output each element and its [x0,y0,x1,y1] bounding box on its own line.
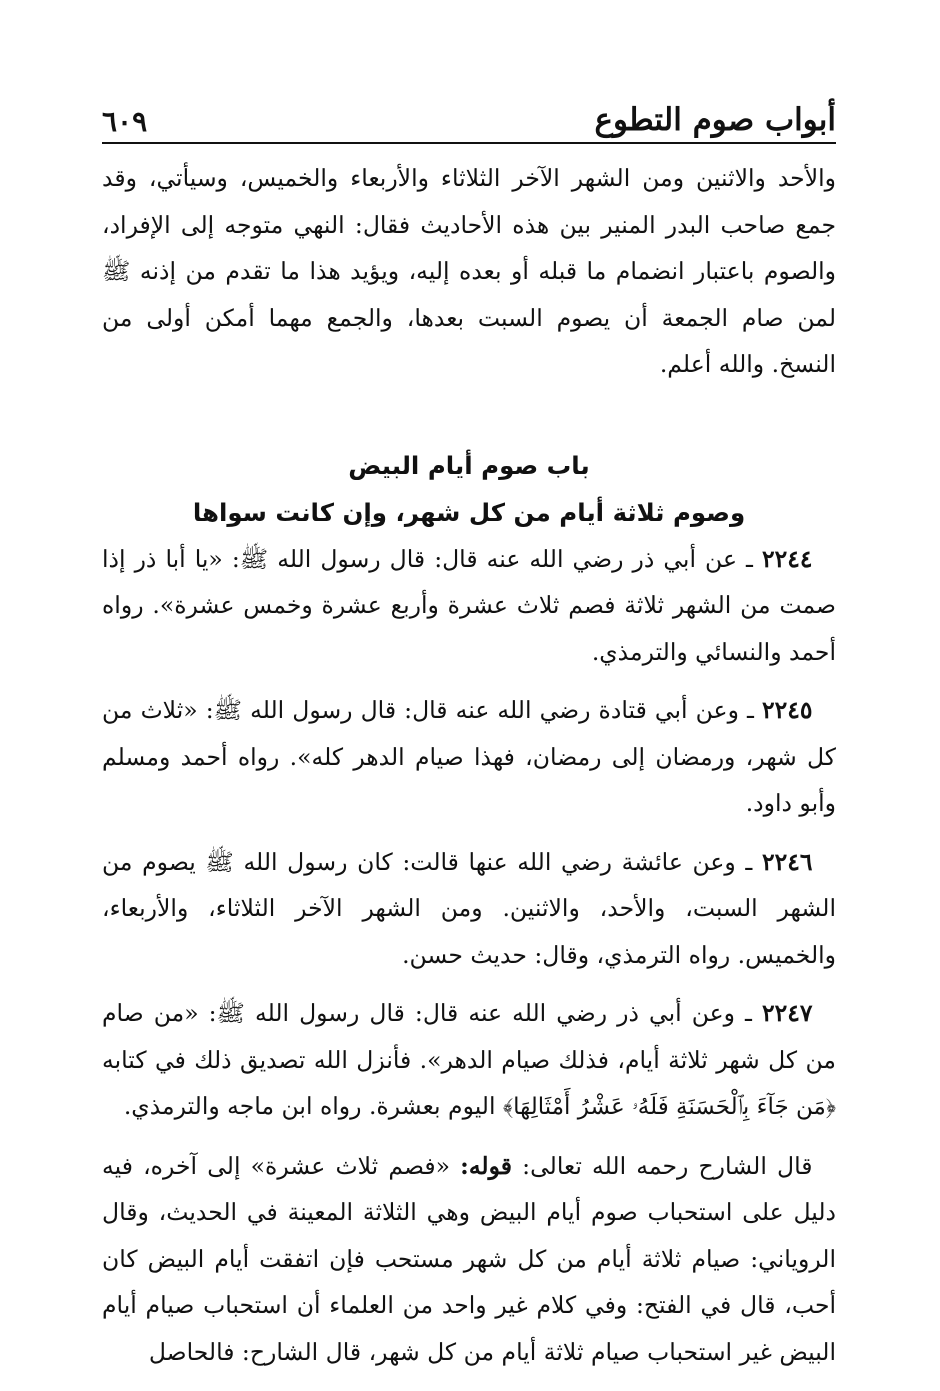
hadith-number: ٢٢٤٤ [761,544,813,573]
quran-verse: ﴿مَن جَآءَ بِٱلْحَسَنَةِ فَلَهُۥ عَشْرُ أَمْثَالِهَا﴾ [502,1094,836,1120]
running-title: أبواب صوم التطوع [594,102,836,138]
page-header [102,86,836,136]
commentary-lead: قوله: [460,1151,512,1180]
hadith-2245 [102,687,836,827]
hadith-text: ـ وعن أبي ذر رضي الله عنه قال: قال رسول الله ﷺ: «من صام من كل شهر ثلاثة أيام، فذلك صيام الدهر». فأنزل الله تصديق ذلك في كتابه [102,999,836,1074]
hadith-2244 [102,536,836,676]
hadith-2247 [102,990,836,1131]
hadith-text: ـ عن أبي ذر رضي الله عنه قال: قال رسول الله ﷺ: «يا أبا ذر إذا صمت من الشهر ثلاثة فصم ثلاث عشرة وأربع عشرة وخمس عشرة». رواه أحمد والنسائي والترمذي. [102,544,836,666]
page-body [102,155,836,1375]
chapter-title: باب صوم أيام البيض [348,450,590,480]
hadith-text-end: اليوم بعشرة. رواه ابن ماجه والترمذي. [123,1092,496,1120]
commentary-text: «فصم ثلاث عشرة» إلى آخره، فيه دليل على استحباب صوم أيام البيض وهي الثلاثة المعينة في الحديث، وقال الروياني: صيام ثلاثة أيام من كل شهر مستحب فإن اتفقت أيام البيض كان أحب، قال في الفتح: وفي كلام غير واحد من العلماء أن استحباب صيام أيام البيض غير استحباب صيام ثلاثة أيام من كل شهر، قال الشارح: فالحاصل [102,1151,836,1366]
hadith-2246 [102,839,836,979]
commentary-paragraph [102,1143,836,1376]
hadith-text: ـ وعن عائشة رضي الله عنها قالت: كان رسول الله ﷺ يصوم من الشهر السبت، والأحد، والاثنين. ومن الشهر الآخر الثلاثاء، والأربعاء، والخميس. رواه الترمذي، وقال: حديث حسن. [102,847,836,969]
intro-paragraph: والأحد والاثنين ومن الشهر الآخر الثلاثاء والأربعاء والخميس، وسيأتي، وقد جمع صاحب البدر المنير بين هذه الأحاديث فقال: النهي متوجه إلى الإفراد، والصوم باعتبار انضمام ما قبله أو بعده إليه، ويؤيد هذا ما تقدم من إذنه ﷺ لمن صام الجمعة أن يصوم السبت بعدها، والجمع مهما أمكن أولى من النسخ. والله أعلم. [102,164,836,378]
header-divider [102,142,836,144]
commentary-intro: قال الشارح رحمه الله تعالى: [522,1151,813,1180]
hadith-text: ـ وعن أبي قتادة رضي الله عنه قال: قال رسول الله ﷺ: «ثلاث من كل شهر، ورمضان إلى رمضان، فهذا صيام الدهر كله». رواه أحمد ومسلم وأبو داود. [102,696,836,817]
hadith-number: ٢٢٤٧ [762,999,813,1027]
hadith-number: ٢٢٤٦ [762,847,813,876]
chapter-subtitle: وصوم ثلاثة أيام من كل شهر، وإن كانت سواها [192,497,746,527]
hadith-number: ٢٢٤٥ [761,696,813,724]
page-number: ٦٠٩ [102,105,148,138]
